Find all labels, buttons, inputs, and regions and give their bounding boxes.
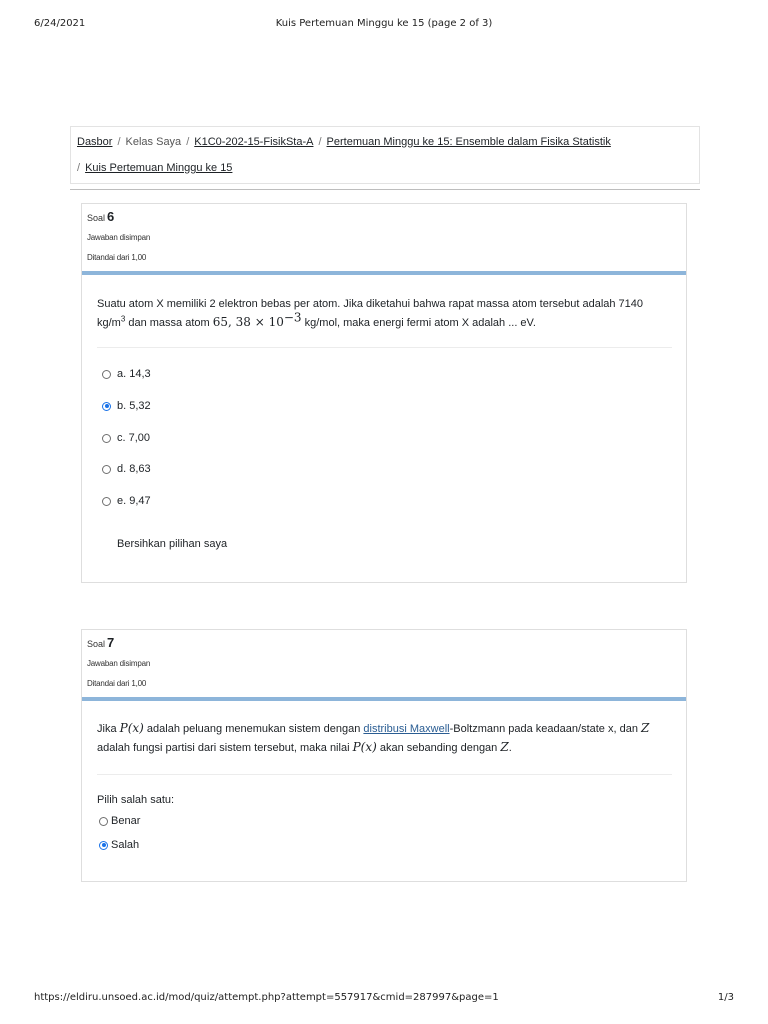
radio-checked-icon[interactable] [102, 402, 111, 411]
math-exponent: −3 [283, 310, 302, 325]
radio-unchecked-icon[interactable] [102, 370, 111, 379]
question-number-value: 6 [107, 209, 115, 224]
breadcrumb-row-1 [77, 136, 611, 148]
option-salah[interactable] [99, 839, 139, 851]
text-fragment: -Boltzmann pada keadaan/state x, dan [449, 723, 641, 735]
question-text-line-1 [97, 719, 677, 738]
print-date: 6/24/2021 [34, 18, 86, 29]
print-header [0, 18, 768, 32]
question-label: Soal [87, 213, 106, 223]
option-b[interactable] [102, 400, 151, 412]
text-fragment: kg/mol, maka energi fermi atom X adalah ... eV. [301, 317, 536, 329]
print-url: https://eldiru.unsoed.ac.id/mod/quiz/attempt.php?attempt=557917&cmid=287997&page=1 [34, 992, 499, 1003]
option-label: d. 8,63 [117, 463, 151, 475]
breadcrumb [70, 126, 700, 184]
breadcrumb-row-2 [77, 162, 232, 174]
question-accent-bar [82, 271, 686, 275]
question-info [82, 204, 686, 272]
question-text [97, 719, 677, 757]
choice-prompt: Pilih salah satu: [97, 794, 175, 806]
question-label: Soal [87, 639, 106, 649]
question-info [82, 630, 686, 698]
question-text-line-1: Suatu atom X memiliki 2 elektron bebas per atom. Jika diketahui bahwa rapat massa atom tersebut adalah 7140 [97, 298, 644, 310]
question-state: Jawaban disimpan [87, 659, 151, 668]
option-e[interactable] [102, 495, 151, 507]
option-label: e. 9,47 [117, 495, 151, 507]
text-fragment: adalah fungsi partisi dari sistem tersebut, maka nilai [97, 742, 353, 754]
question-number [87, 635, 114, 650]
radio-unchecked-icon[interactable] [102, 434, 111, 443]
option-label: Benar [111, 815, 141, 827]
question-text [97, 295, 677, 332]
radio-unchecked-icon[interactable] [102, 465, 111, 474]
unit-exponent: 3 [120, 314, 126, 324]
breadcrumb-separator: / [186, 136, 190, 148]
math-atomic-mass: 65, 38 × 10 [212, 315, 284, 329]
question-grade: Ditandai dari 1,00 [87, 679, 147, 688]
clear-choice-link[interactable]: Bersihkan pilihan saya [117, 538, 228, 550]
print-page-number: 1/3 [717, 992, 734, 1003]
math-p-of-x: P(x) [352, 740, 377, 754]
question-grade: Ditandai dari 1,00 [87, 253, 147, 262]
math-p-of-x: P(x) [119, 721, 144, 735]
radio-unchecked-icon[interactable] [99, 817, 108, 826]
breadcrumb-link-quiz[interactable]: Kuis Pertemuan Minggu ke 15 [85, 162, 233, 174]
question-number [87, 209, 114, 224]
math-z: Z [500, 740, 509, 754]
question-divider [97, 347, 672, 348]
radio-checked-icon[interactable] [99, 841, 108, 850]
option-label: a. 14,3 [117, 368, 151, 380]
text-fragment: adalah peluang menemukan sistem dengan [143, 723, 364, 735]
question-accent-bar [82, 697, 686, 701]
breadcrumb-divider [70, 189, 700, 190]
unit-kg-m: kg/m [97, 317, 121, 329]
question-state: Jawaban disimpan [87, 233, 151, 242]
glossary-link-maxwell[interactable]: distribusi Maxwell [363, 723, 450, 735]
math-z: Z [641, 721, 650, 735]
radio-unchecked-icon[interactable] [102, 497, 111, 506]
option-c[interactable] [102, 432, 150, 444]
option-label: c. 7,00 [117, 432, 151, 444]
question-text-line-2 [97, 310, 677, 332]
breadcrumb-link-course[interactable]: K1C0-202-15-FisikSta-A [194, 136, 314, 148]
breadcrumb-separator: / [77, 162, 81, 174]
text-fragment: dan massa atom [125, 317, 213, 329]
option-d[interactable] [102, 463, 151, 475]
breadcrumb-link-section[interactable]: Pertemuan Minggu ke 15: Ensemble dalam Fisika Statistik [326, 136, 611, 148]
print-title: Kuis Pertemuan Minggu ke 15 (page 2 of 3) [275, 18, 493, 29]
question-card-7 [81, 629, 687, 882]
option-a[interactable] [102, 368, 151, 380]
question-divider [97, 774, 672, 775]
question-number-value: 7 [107, 635, 115, 650]
text-fragment: . [508, 742, 512, 754]
breadcrumb-separator: / [117, 136, 121, 148]
breadcrumb-link-dasbor[interactable]: Dasbor [77, 136, 113, 148]
breadcrumb-separator: / [318, 136, 322, 148]
question-text-line-2 [97, 738, 677, 757]
option-benar[interactable] [99, 815, 140, 827]
text-fragment: Jika [97, 723, 120, 735]
print-footer [0, 992, 768, 1006]
option-label: Salah [111, 839, 140, 851]
option-label: b. 5,32 [117, 400, 151, 412]
question-card-6 [81, 203, 687, 583]
text-fragment: akan sebanding dengan [376, 742, 501, 754]
breadcrumb-item-kelas-saya: Kelas Saya [125, 136, 182, 148]
